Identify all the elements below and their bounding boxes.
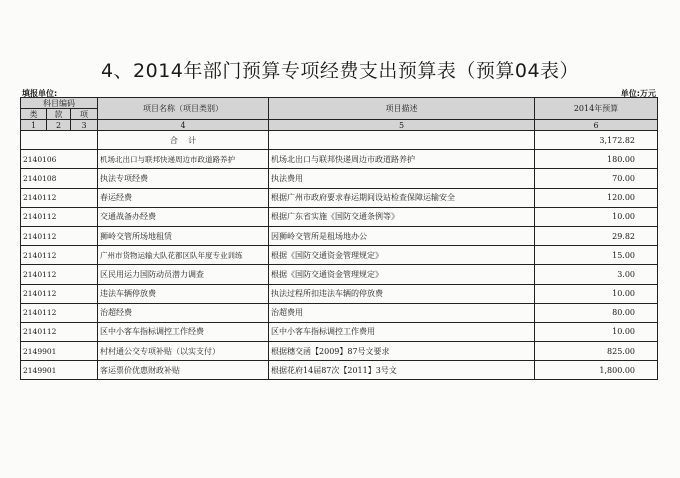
row-code: 2149901 bbox=[21, 342, 98, 361]
row-amount: 825.00 bbox=[535, 342, 658, 361]
index-cell: 6 bbox=[535, 120, 658, 131]
row-name: 广州市货物运输大队花都区队年度专业训练 bbox=[98, 246, 269, 265]
row-code: 2140112 bbox=[21, 207, 98, 226]
row-code: 2149901 bbox=[21, 361, 98, 380]
item-name-header: 项目名称（项目类别） bbox=[98, 98, 269, 120]
total-label: 合 计 bbox=[98, 131, 269, 150]
row-amount: 10.00 bbox=[535, 207, 658, 226]
row-desc: 机场北出口与联邦快递周边市政道路养护 bbox=[269, 150, 535, 169]
row-amount: 15.00 bbox=[535, 246, 658, 265]
row-amount: 180.00 bbox=[535, 150, 658, 169]
reporting-unit-label: 填报单位: bbox=[22, 89, 58, 98]
index-cell: 1 bbox=[21, 120, 47, 131]
row-desc: 根据《国防交通资金管理规定》 bbox=[269, 246, 535, 265]
row-desc: 根据花府14届87次【2011】3号文 bbox=[269, 361, 535, 380]
row-desc: 执法费用 bbox=[269, 169, 535, 188]
row-code: 2140112 bbox=[21, 303, 98, 322]
row-name: 村村通公交专项补贴（以实支付） bbox=[98, 342, 269, 361]
row-name: 区中小客车指标调控工作经费 bbox=[98, 322, 269, 341]
row-name: 客运票价优惠财政补贴 bbox=[98, 361, 269, 380]
row-name: 机场北出口与联邦快递周边市政道路养护 bbox=[98, 150, 269, 169]
row-code: 2140112 bbox=[21, 265, 98, 284]
table-row bbox=[21, 226, 658, 245]
row-amount: 10.00 bbox=[535, 322, 658, 341]
row-desc: 根据广州市政府要求春运期间设站检查保障运输安全 bbox=[269, 188, 535, 207]
table-row bbox=[21, 188, 658, 207]
row-name: 狮岭交管所场地租赁 bbox=[98, 226, 269, 245]
xiang-header: 项 bbox=[71, 109, 98, 120]
row-name: 春运经费 bbox=[98, 188, 269, 207]
table-row bbox=[21, 265, 658, 284]
row-code: 2140112 bbox=[21, 284, 98, 303]
budget-header: 2014年预算 bbox=[535, 98, 658, 120]
table-row bbox=[21, 303, 658, 322]
row-desc: 根据《国防交通资金管理规定》 bbox=[269, 265, 535, 284]
total-value: 3,172.82 bbox=[535, 131, 658, 150]
row-code: 2140112 bbox=[21, 322, 98, 341]
row-name: 交通战备办经费 bbox=[98, 207, 269, 226]
row-name: 区民用运力国防动员潜力调查 bbox=[98, 265, 269, 284]
row-amount: 1,800.00 bbox=[535, 361, 658, 380]
row-desc: 区中小客车指标调控工作费用 bbox=[269, 322, 535, 341]
row-desc: 因狮岭交管所是租场地办公 bbox=[269, 226, 535, 245]
row-code: 2140112 bbox=[21, 188, 98, 207]
lei-header: 类 bbox=[21, 109, 47, 120]
subject-code-header: 科目编码 bbox=[21, 98, 98, 109]
row-amount: 80.00 bbox=[535, 303, 658, 322]
row-code: 2140108 bbox=[21, 169, 98, 188]
currency-unit-label: 单位:万元 bbox=[620, 89, 656, 98]
row-desc: 治超费用 bbox=[269, 303, 535, 322]
table-row bbox=[21, 361, 658, 380]
budget-table bbox=[20, 97, 658, 380]
row-amount: 10.00 bbox=[535, 284, 658, 303]
table-row bbox=[21, 207, 658, 226]
index-cell: 4 bbox=[98, 120, 269, 131]
row-amount: 120.00 bbox=[535, 188, 658, 207]
kuan-header: 款 bbox=[47, 109, 71, 120]
row-name: 违法车辆停放费 bbox=[98, 284, 269, 303]
item-desc-header: 项目描述 bbox=[269, 98, 535, 120]
row-amount: 70.00 bbox=[535, 169, 658, 188]
row-code: 2140112 bbox=[21, 226, 98, 245]
table-row bbox=[21, 169, 658, 188]
row-name: 治超经费 bbox=[98, 303, 269, 322]
row-desc: 执法过程所扣违法车辆的停放费 bbox=[269, 284, 535, 303]
table-row bbox=[21, 322, 658, 341]
row-amount: 29.82 bbox=[535, 226, 658, 245]
row-code: 2140112 bbox=[21, 246, 98, 265]
table-row bbox=[21, 342, 658, 361]
row-desc: 根据穗交函【2009】87号文要求 bbox=[269, 342, 535, 361]
index-cell: 2 bbox=[47, 120, 71, 131]
total-row bbox=[21, 131, 658, 150]
row-desc: 根据广东省实施《国防交通条例等》 bbox=[269, 207, 535, 226]
page-title: 4、2014年部门预算专项经费支出预算表（预算04表） bbox=[100, 60, 580, 82]
table-row bbox=[21, 150, 658, 169]
row-amount: 3.00 bbox=[535, 265, 658, 284]
table-row bbox=[21, 246, 658, 265]
row-name: 执法专项经费 bbox=[98, 169, 269, 188]
index-cell: 3 bbox=[71, 120, 98, 131]
row-code: 2140106 bbox=[21, 150, 98, 169]
index-cell: 5 bbox=[269, 120, 535, 131]
table-row bbox=[21, 284, 658, 303]
